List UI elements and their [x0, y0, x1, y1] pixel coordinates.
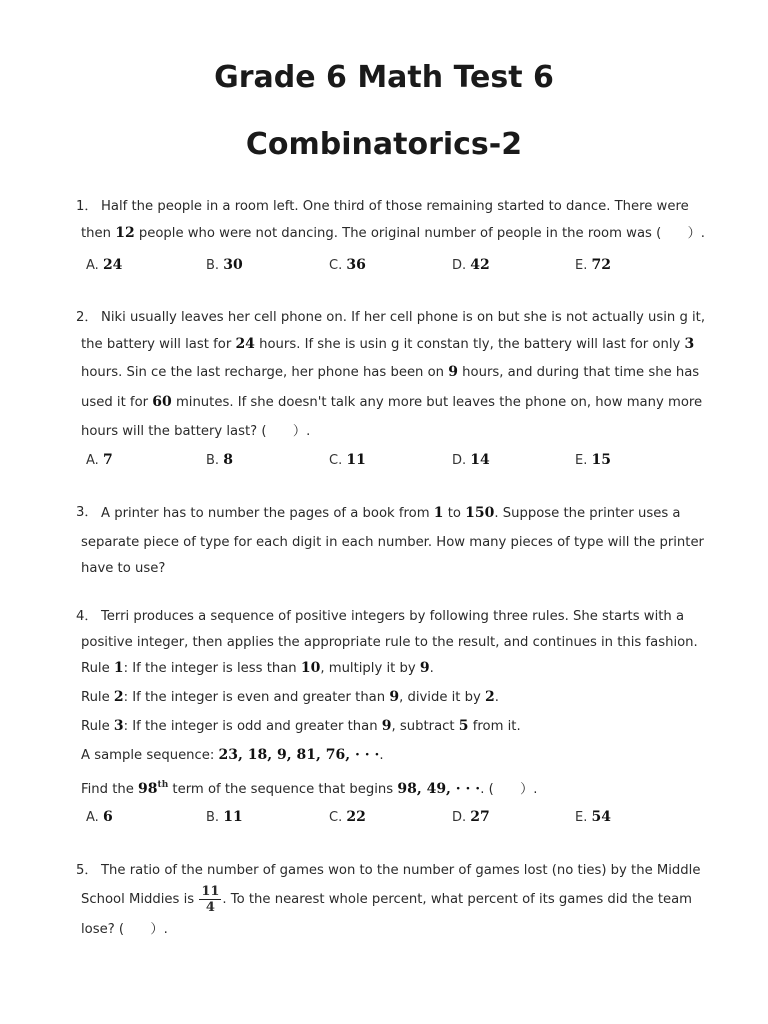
question-2-line-1: Niki usually leaves her cell phone on. If her cell phone is on but she is not actually usin g it, — [101, 310, 706, 325]
choice-a[interactable]: A. 7 — [86, 452, 113, 468]
choice-b[interactable]: B. 11 — [206, 809, 243, 825]
question-5-line-2: School Middies is $\frac{11}{4}$ . To the nearest whole percent, what percent of its games did the team — [81, 883, 693, 915]
choice-d[interactable]: D. 42 — [452, 257, 490, 273]
question-2-choices — [86, 452, 686, 470]
choice-c[interactable]: C. 36 — [329, 257, 366, 273]
question-4-find: Find the 98th term of the sequence that begins 98, 49, · · ·. ( ）. — [81, 780, 538, 797]
fraction: $\frac{11}{4}$ — [201, 883, 220, 915]
rule-3: Rule 3: If the integer is odd and greater than 9, subtract 5 from it. — [81, 718, 521, 734]
question-5-number: 5． — [76, 863, 98, 878]
question-5-line-1: The ratio of the number of games won to the number of games lost (no ties) by the Middle — [101, 863, 701, 878]
question-3-number: 3． — [76, 505, 98, 520]
question-2-line-4: used it for 60 minutes. If she doesn't talk any more but leaves the phone on, how many more — [81, 394, 703, 410]
choice-a[interactable]: A. 24 — [86, 257, 123, 273]
question-1-number: 1． — [76, 199, 98, 214]
question-5-line-3: lose? ( ）. — [81, 922, 168, 937]
question-1-line-1: Half the people in a room left. One third of those remaining started to dance. There were — [101, 199, 689, 214]
question-4-line-1: Terri produces a sequence of positive integers by following three rules. She starts with a — [101, 609, 685, 624]
question-2-line-3: hours. Sin ce the last recharge, her phone has been on 9 hours, and during that time she has — [81, 364, 700, 380]
choice-e[interactable]: E. 72 — [575, 257, 611, 273]
choice-d[interactable]: D. 27 — [452, 809, 490, 825]
choice-b[interactable]: B. 8 — [206, 452, 233, 468]
choice-a[interactable]: A. 6 — [86, 809, 113, 825]
question-3-line-3: have to use? — [81, 561, 166, 576]
question-3-line-1: A printer has to number the pages of a book from 1 to 150. Suppose the printer uses a — [101, 505, 681, 521]
question-4-number: 4． — [76, 609, 98, 624]
choice-c[interactable]: C. 22 — [329, 809, 366, 825]
sample-sequence: A sample sequence: 23, 18, 9, 81, 76, · · ·. — [81, 747, 384, 763]
question-4-choices — [86, 809, 686, 827]
choice-e[interactable]: E. 15 — [575, 452, 611, 468]
choice-e[interactable]: E. 54 — [575, 809, 611, 825]
question-2-line-2: the battery will last for 24 hours. If she is usin g it constan tly, the battery will last for only 3 — [81, 336, 695, 352]
question-3-line-2: separate piece of type for each digit in each number. How many pieces of type will the printer — [81, 535, 704, 550]
question-2-line-5: hours will the battery last? ( ）. — [81, 424, 311, 439]
page-subtitle: Combinatorics-2 — [245, 127, 523, 162]
page-title: Grade 6 Math Test 6 — [214, 60, 554, 95]
choice-d[interactable]: D. 14 — [452, 452, 490, 468]
question-4-line-2: positive integer, then applies the appropriate rule to the result, and continues in this fashion. — [81, 635, 698, 650]
question-1-line-2: then 12 people who were not dancing. The original number of people in the room was ( ）. — [81, 225, 705, 241]
rule-1: Rule 1: If the integer is less than 10, multiply it by 9. — [81, 660, 434, 676]
question-2-number: 2． — [76, 310, 98, 325]
rule-2: Rule 2: If the integer is even and greater than 9, divide it by 2. — [81, 689, 499, 705]
choice-b[interactable]: B. 30 — [206, 257, 243, 273]
choice-c[interactable]: C. 11 — [329, 452, 366, 468]
question-1-choices — [86, 257, 686, 275]
